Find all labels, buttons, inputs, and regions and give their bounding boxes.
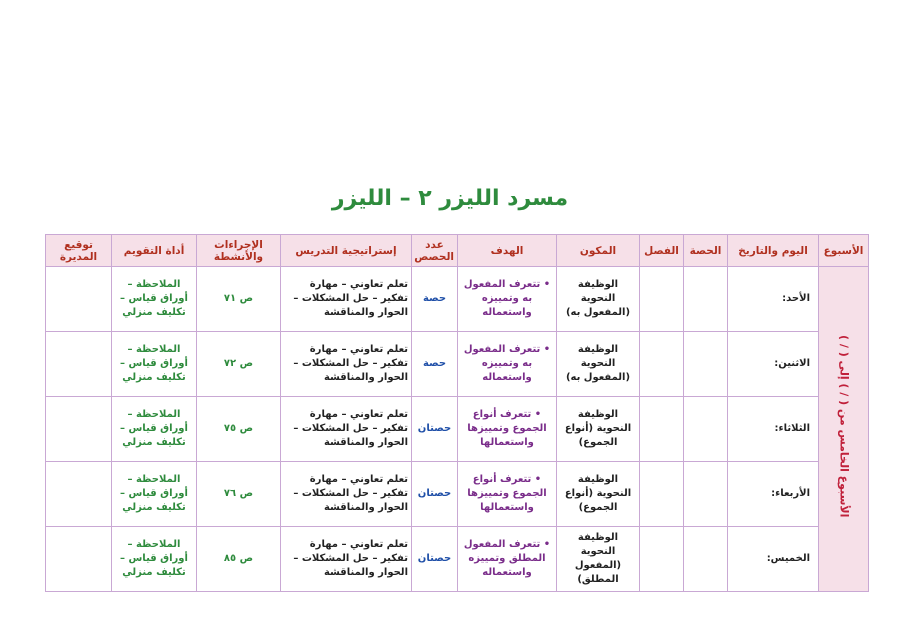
day-cell: الخميس: bbox=[728, 527, 819, 592]
procedures-cell: ص ٨٥ bbox=[197, 527, 281, 592]
periods-count-cell: حصة bbox=[412, 332, 458, 397]
assessment-tool-cell: الملاحظة – أوراق قياس – تكليف منزلي bbox=[112, 527, 197, 592]
strategy-cell: تعلم تعاوني – مهارة تفكير – حل المشكلات – الحوار والمناقشة bbox=[281, 397, 412, 462]
day-cell: الثلاثاء: bbox=[728, 397, 819, 462]
component-cell: الوظيفة النحوية (المفعول به) bbox=[557, 267, 640, 332]
signature-cell bbox=[46, 332, 112, 397]
period-cell bbox=[684, 397, 728, 462]
day-cell: الأحد: bbox=[728, 267, 819, 332]
class-cell bbox=[640, 462, 684, 527]
page-title: مسرد الليزر ٢ – الليزر bbox=[331, 186, 569, 211]
period-cell bbox=[684, 527, 728, 592]
header-assessment-tool: أداة التقويم bbox=[112, 235, 197, 267]
assessment-tool-cell: الملاحظة – أوراق قياس – تكليف منزلي bbox=[112, 397, 197, 462]
goal-cell: • تتعرف المفعول به وتمييزه واستعماله bbox=[458, 332, 557, 397]
signature-cell bbox=[46, 267, 112, 332]
header-class: الفصل bbox=[640, 235, 684, 267]
header-period: الحصة bbox=[684, 235, 728, 267]
class-cell bbox=[640, 332, 684, 397]
procedures-cell: ص ٧٥ bbox=[197, 397, 281, 462]
day-cell: الأربعاء: bbox=[728, 462, 819, 527]
table-row bbox=[46, 462, 869, 527]
period-cell bbox=[684, 332, 728, 397]
strategy-cell: تعلم تعاوني – مهارة تفكير – حل المشكلات – الحوار والمناقشة bbox=[281, 527, 412, 592]
header-procedures: الإجراءات والأنشطة bbox=[197, 235, 281, 267]
header-component: المكون bbox=[557, 235, 640, 267]
week-cell bbox=[819, 267, 869, 592]
procedures-cell: ص ٧٢ bbox=[197, 332, 281, 397]
table-row bbox=[46, 267, 869, 332]
table-header-row bbox=[46, 235, 869, 267]
component-cell: الوظيفة النحوية (المفعول به) bbox=[557, 332, 640, 397]
signature-cell bbox=[46, 397, 112, 462]
strategy-cell: تعلم تعاوني – مهارة تفكير – حل المشكلات – الحوار والمناقشة bbox=[281, 332, 412, 397]
header-periods-count: عدد الحصص bbox=[412, 235, 458, 267]
table-row bbox=[46, 332, 869, 397]
header-strategy: إستراتيجية التدريس bbox=[281, 235, 412, 267]
strategy-cell: تعلم تعاوني – مهارة تفكير – حل المشكلات – الحوار والمناقشة bbox=[281, 462, 412, 527]
component-cell: الوظيفة النحوية (المفعول المطلق) bbox=[557, 527, 640, 592]
class-cell bbox=[640, 527, 684, 592]
table-row bbox=[46, 527, 869, 592]
class-cell bbox=[640, 397, 684, 462]
periods-count-cell: حصتان bbox=[412, 462, 458, 527]
periods-count-cell: حصتان bbox=[412, 397, 458, 462]
period-cell bbox=[684, 462, 728, 527]
component-cell: الوظيفة النحوية (أنواع الجموع) bbox=[557, 462, 640, 527]
periods-count-cell: حصة bbox=[412, 267, 458, 332]
header-week: الأسبوع bbox=[819, 235, 869, 267]
day-cell: الاثنين: bbox=[728, 332, 819, 397]
periods-count-cell: حصتان bbox=[412, 527, 458, 592]
header-principal-signature: توقيع المديرة bbox=[46, 235, 112, 267]
header-goal: الهدف bbox=[458, 235, 557, 267]
class-cell bbox=[640, 267, 684, 332]
table-row bbox=[46, 397, 869, 462]
signature-cell bbox=[46, 527, 112, 592]
goal-cell: • تتعرف المفعول المطلق وتمييزه واستعماله bbox=[458, 527, 557, 592]
procedures-cell: ص ٧٦ bbox=[197, 462, 281, 527]
assessment-tool-cell: الملاحظة – أوراق قياس – تكليف منزلي bbox=[112, 267, 197, 332]
lesson-plan-table bbox=[45, 234, 869, 592]
goal-cell: • تتعرف أنواع الجموع وتمييزها واستعمالها bbox=[458, 397, 557, 462]
signature-cell bbox=[46, 462, 112, 527]
period-cell bbox=[684, 267, 728, 332]
goal-cell: • تتعرف أنواع الجموع وتمييزها واستعمالها bbox=[458, 462, 557, 527]
strategy-cell: تعلم تعاوني – مهارة تفكير – حل المشكلات – الحوار والمناقشة bbox=[281, 267, 412, 332]
assessment-tool-cell: الملاحظة – أوراق قياس – تكليف منزلي bbox=[112, 332, 197, 397]
procedures-cell: ص ٧١ bbox=[197, 267, 281, 332]
goal-cell: • تتعرف المفعول به وتمييزه واستعماله bbox=[458, 267, 557, 332]
component-cell: الوظيفة النحوية (أنواع الجموع) bbox=[557, 397, 640, 462]
week-label: الأسبوع الخامس من ( / ) إلى ( / ) bbox=[837, 335, 851, 518]
header-day-date: اليوم والتاريخ bbox=[728, 235, 819, 267]
assessment-tool-cell: الملاحظة – أوراق قياس – تكليف منزلي bbox=[112, 462, 197, 527]
